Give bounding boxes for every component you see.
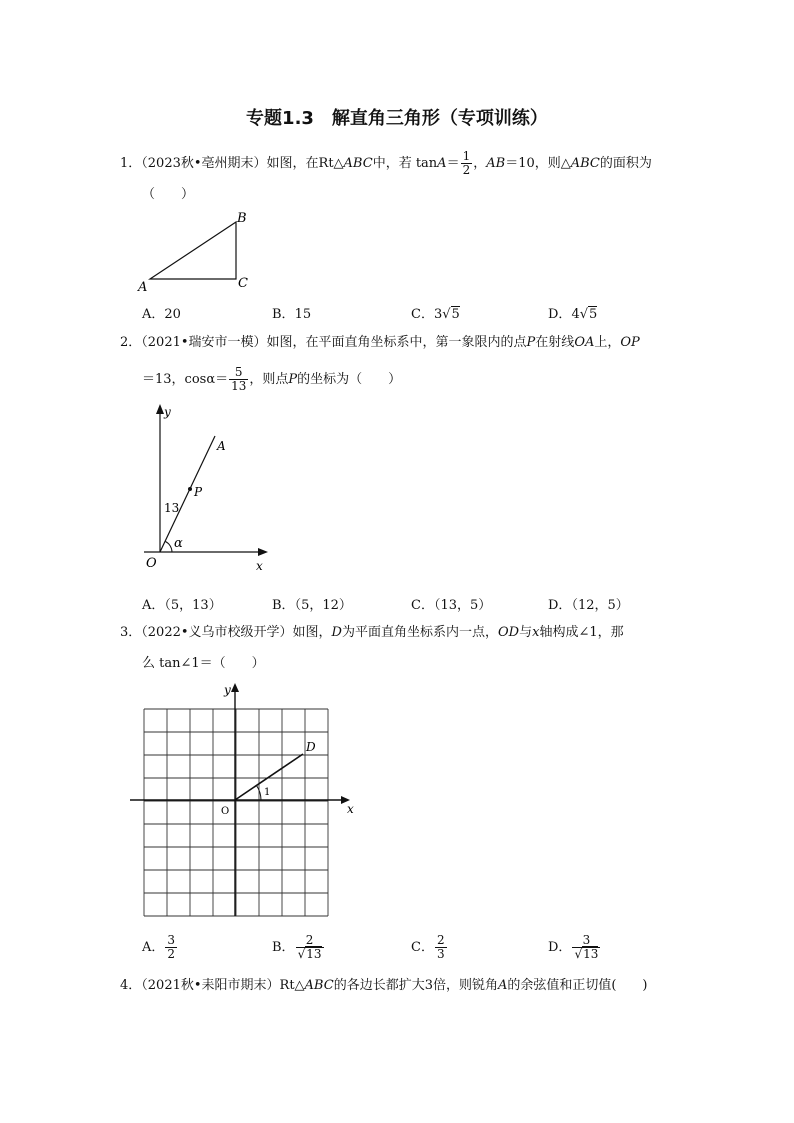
question-number: 1． <box>120 156 142 171</box>
q1-answer-paren: （ ） <box>142 187 195 202</box>
q4-text: 的各边长都扩大3倍，则锐角 <box>333 978 498 993</box>
angle-1-label: 1 <box>264 787 271 798</box>
y-axis-label: y <box>164 405 171 419</box>
frac-num: 5 <box>229 366 248 380</box>
q3-od: OD <box>498 625 520 640</box>
q2-text: ＝13，cosα＝ <box>142 372 229 387</box>
question-3-stem-line2: 么 tan∠1＝（ ） <box>142 656 265 671</box>
q3-d: D <box>331 625 342 640</box>
q2-text: ，则点 <box>249 372 289 387</box>
q1-option-b[interactable] <box>272 303 311 322</box>
question-1-stem <box>120 150 652 177</box>
frac-den: 2 <box>462 163 471 177</box>
q2-text: （2021•瑞安市一模）如图，在平面直角坐标系中，第一象限内的点 <box>141 335 527 350</box>
q2-coordinate-figure <box>140 400 280 580</box>
frac-num: 3 <box>572 934 600 948</box>
q2-oa: OA <box>574 335 595 350</box>
q3-text: 与 <box>519 625 533 640</box>
q3-option-b[interactable] <box>272 934 325 961</box>
q1-option-c[interactable]: C．3√5 <box>411 307 460 322</box>
grid <box>144 709 328 916</box>
vertex-c-label: C <box>238 276 248 291</box>
option-label: B． <box>272 598 295 613</box>
option-value: （12，5） <box>571 598 629 613</box>
option-label: C． <box>411 940 434 955</box>
q2-option-d[interactable] <box>548 594 629 613</box>
frac-den: √13 <box>297 947 322 961</box>
option-label: B． <box>272 307 295 322</box>
option-label: D． <box>548 940 572 955</box>
option-label: C． <box>411 598 434 613</box>
q1-abc: ABC <box>570 156 600 171</box>
vertex-b-label: B <box>237 211 247 226</box>
option-radicand: 13 <box>583 947 599 961</box>
question-4-stem <box>120 976 648 996</box>
x-axis-arrow <box>258 548 268 556</box>
q1-text: ， <box>473 156 487 171</box>
question-number: 2． <box>120 335 142 350</box>
q2-option-c[interactable] <box>411 594 491 613</box>
frac-den: 13 <box>231 379 247 393</box>
frac-num: 1 <box>462 149 471 163</box>
frac-num: 2 <box>296 934 324 948</box>
q1-fraction <box>461 150 473 177</box>
q1-text: 的面积为 <box>599 156 652 171</box>
point-p-label: P <box>194 485 203 499</box>
option-fraction <box>296 934 324 961</box>
x-axis-label: x <box>256 559 263 573</box>
q2-fraction <box>229 366 248 393</box>
q1-option-a[interactable] <box>142 303 181 322</box>
q1-ab: AB <box>486 156 506 171</box>
option-label: A． <box>142 940 165 955</box>
point-d-label: D <box>306 740 316 754</box>
ray-oa <box>160 436 215 552</box>
angle-alpha-label: α <box>174 536 183 551</box>
vertex-a-label: A <box>138 280 148 295</box>
question-number: 4． <box>120 978 142 993</box>
option-label: D． <box>548 307 572 322</box>
q2-p: P <box>288 372 298 387</box>
q3-option-d[interactable] <box>548 934 601 961</box>
question-2-stem-line2 <box>142 366 401 393</box>
option-label: A． <box>142 307 165 322</box>
q3-text: 轴构成∠1，那 <box>539 625 624 640</box>
point-p <box>188 487 192 491</box>
x-axis-label: x <box>347 802 354 816</box>
frac-num: 3 <box>167 933 176 947</box>
option-label: A． <box>142 598 165 613</box>
q2-text: 在射线 <box>535 335 575 350</box>
question-2-stem-line1 <box>120 333 640 353</box>
q4-text: 的余弦值和正切值( ) <box>507 978 648 993</box>
question-3-stem-line1 <box>120 623 624 643</box>
q2-op: OP <box>620 335 640 350</box>
option-fraction <box>165 934 177 961</box>
option-coef: 3 <box>433 307 443 322</box>
option-label: D． <box>548 598 572 613</box>
option-value: （5，12） <box>294 598 352 613</box>
y-axis-label: y <box>224 683 231 697</box>
q3-option-a[interactable] <box>142 934 178 961</box>
option-fraction <box>572 934 600 961</box>
ray-end-label: A <box>217 439 226 453</box>
frac-num: 2 <box>436 933 445 947</box>
q3-text: 为平面直角坐标系内一点， <box>341 625 498 640</box>
frac-den: √13 <box>574 947 599 961</box>
q2-text: 上， <box>594 335 621 350</box>
option-value: 15 <box>294 307 312 322</box>
option-radicand: 5 <box>589 307 598 322</box>
origin-label: O <box>221 806 230 817</box>
option-value: （5，13） <box>164 598 222 613</box>
q2-option-b[interactable] <box>272 594 352 613</box>
triangle-abc <box>150 222 236 279</box>
origin-label: O <box>146 556 157 571</box>
q1-eq: ＝ <box>446 156 460 171</box>
q2-p: P <box>526 335 536 350</box>
question-number: 3． <box>120 625 142 640</box>
option-coef: 4 <box>571 307 580 322</box>
q3-text: （2022•义乌市校级开学）如图， <box>141 625 332 640</box>
y-axis-arrow <box>231 683 239 692</box>
q1-text: 中，若 tan <box>372 156 438 171</box>
option-fraction <box>435 934 447 961</box>
q2-text: 的坐标为（ ） <box>297 372 402 387</box>
op-length-label: 13 <box>164 501 180 515</box>
angle-alpha-arc <box>166 542 173 553</box>
q3-x: x <box>532 625 540 640</box>
option-radicand: 5 <box>451 307 460 322</box>
option-value: 20 <box>164 307 181 322</box>
option-label: B． <box>272 940 295 955</box>
frac-den: 3 <box>436 947 445 961</box>
frac-den: 2 <box>167 947 176 961</box>
q1-option-d[interactable]: D．4√5 <box>548 307 598 322</box>
option-radicand: 13 <box>306 947 322 961</box>
page-title: 专题1.3 解直角三角形（专项训练） <box>246 108 548 129</box>
q1-a: A <box>437 156 447 171</box>
q4-text: （2021秋•耒阳市期末）Rt△ <box>141 978 305 993</box>
q3-grid-figure <box>130 680 370 925</box>
q4-a: A <box>497 978 508 993</box>
option-value: （13，5） <box>433 598 492 613</box>
option-label: C． <box>411 307 434 322</box>
q1-text: ＝10，则△ <box>505 156 571 171</box>
y-axis-arrow <box>156 404 164 414</box>
q1-text: （2023秋•亳州期末）如图，在Rt△ <box>141 156 344 171</box>
q2-option-a[interactable] <box>142 594 222 613</box>
q3-option-c[interactable] <box>411 934 448 961</box>
q4-abc: ABC <box>304 978 334 993</box>
q1-abc: ABC <box>343 156 373 171</box>
q1-triangle-figure <box>130 205 270 295</box>
